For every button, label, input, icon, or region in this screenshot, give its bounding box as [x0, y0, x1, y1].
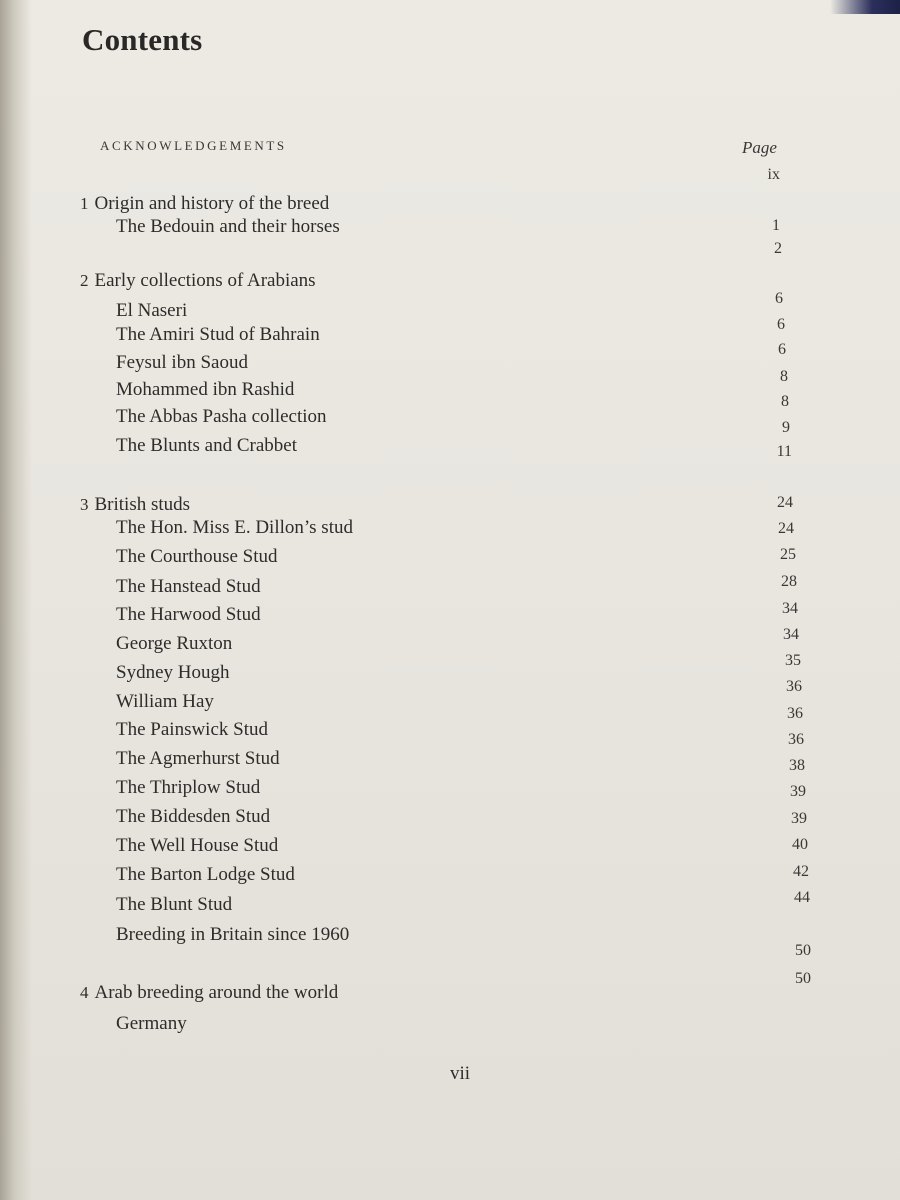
- toc-entry-text: British studs: [94, 494, 191, 515]
- page-number: 50: [795, 970, 811, 987]
- page-number: 40: [792, 836, 808, 853]
- chapter-number: 4: [80, 983, 89, 1002]
- toc-entry-text: The Biddesden Stud: [116, 806, 271, 827]
- acknowledgements-label: ACKNOWLEDGEMENTS: [100, 138, 287, 153]
- toc-entry-text: El Naseri: [116, 300, 188, 321]
- toc-section: [116, 604, 261, 626]
- page-number: 2: [774, 240, 782, 257]
- page-number: 36: [787, 705, 803, 722]
- page-number: 6: [777, 316, 785, 333]
- page-number: 39: [791, 810, 807, 827]
- toc-section: [116, 924, 349, 946]
- page-number: 11: [776, 443, 792, 460]
- toc-section: [116, 324, 320, 346]
- page-number: 24: [777, 494, 793, 511]
- toc-entry-text: Arab breeding around the world: [94, 982, 339, 1003]
- toc-entry-text: Feysul ibn Saoud: [116, 352, 248, 373]
- toc-section: [116, 719, 268, 741]
- toc-section: [116, 300, 187, 322]
- page-number: 1: [772, 217, 780, 234]
- toc-entry-text: Early collections of Arabians: [94, 270, 316, 291]
- toc-section: [116, 691, 214, 713]
- toc-entry-text: The Well House Stud: [116, 835, 279, 856]
- page-number: 36: [788, 731, 804, 748]
- toc-section: [116, 806, 270, 828]
- page-number: 8: [781, 393, 789, 410]
- toc-section: [116, 517, 353, 539]
- page-number: 34: [782, 600, 798, 617]
- page-corner-background: [830, 0, 900, 14]
- toc-section: [116, 216, 340, 238]
- toc-entry-text: The Barton Lodge Stud: [116, 864, 295, 885]
- toc-section: [116, 546, 278, 568]
- toc-section: [116, 748, 280, 770]
- toc-entry-text: The Hanstead Stud: [116, 576, 261, 597]
- page-number: 34: [783, 626, 799, 643]
- page-number: 38: [789, 757, 805, 774]
- toc-entry-text: Origin and history of the breed: [94, 193, 330, 214]
- page-number: 44: [794, 889, 810, 906]
- page-number: 50: [795, 942, 811, 959]
- page-number: 9: [782, 419, 790, 436]
- page-number: 35: [785, 652, 801, 669]
- toc-entry-text: Breeding in Britain since 1960: [116, 924, 350, 945]
- toc-entry-text: The Agmerhurst Stud: [116, 748, 280, 769]
- toc-entry-text: The Courthouse Stud: [116, 546, 278, 567]
- toc-entry-text: The Hon. Miss E. Dillon’s stud: [116, 517, 353, 538]
- toc-entry-text: The Painswick Stud: [116, 719, 268, 740]
- toc-section: [116, 1013, 187, 1035]
- page-number: 39: [790, 783, 806, 800]
- page-number: 36: [786, 678, 802, 695]
- toc-section: [116, 777, 260, 799]
- toc-section: [116, 633, 232, 655]
- toc-chapter: [80, 193, 329, 215]
- page-number: 6: [775, 290, 783, 307]
- toc-entry-text: Mohammed ibn Rashid: [116, 379, 295, 400]
- chapter-number: 2: [80, 271, 89, 290]
- page-folio: vii: [449, 1063, 471, 1084]
- toc-chapter: [80, 982, 338, 1004]
- toc-entry-text: The Abbas Pasha collection: [116, 406, 327, 427]
- toc-section: [116, 379, 294, 401]
- page-number: 8: [780, 368, 788, 385]
- page-number: 25: [780, 546, 796, 563]
- toc-section: [116, 662, 229, 684]
- page-title: Contents: [82, 22, 203, 57]
- toc-section: [116, 835, 278, 857]
- toc-section: [116, 406, 327, 428]
- chapter-number: 1: [80, 194, 89, 213]
- page-number: ix: [767, 166, 780, 183]
- page-number: 6: [778, 341, 786, 358]
- toc-entry-text: George Ruxton: [116, 633, 233, 654]
- toc-entry-text: Sydney Hough: [116, 662, 230, 683]
- toc-section: [116, 576, 261, 598]
- toc-entry-text: The Harwood Stud: [116, 604, 261, 625]
- toc-entry-text: William Hay: [116, 691, 214, 712]
- toc-section: [116, 894, 232, 916]
- toc-chapter: [80, 270, 316, 292]
- toc-section: [116, 352, 248, 374]
- page-number: 24: [778, 520, 794, 537]
- page-column-header: Page: [742, 138, 777, 157]
- toc-entry-text: Germany: [116, 1013, 187, 1034]
- toc-chapter: [80, 494, 190, 516]
- spine-shadow: [0, 0, 32, 1200]
- page-number: 42: [793, 863, 809, 880]
- toc-entry-text: The Blunt Stud: [116, 894, 233, 915]
- toc-entry-text: The Bedouin and their horses: [116, 216, 340, 237]
- page-number: 28: [781, 573, 797, 590]
- toc-entry-text: The Blunts and Crabbet: [116, 435, 297, 456]
- toc-section: [116, 435, 297, 457]
- toc-entry-text: The Amiri Stud of Bahrain: [116, 324, 320, 345]
- chapter-number: 3: [80, 495, 89, 514]
- toc-entry-text: The Thriplow Stud: [116, 777, 261, 798]
- toc-section: [116, 864, 295, 886]
